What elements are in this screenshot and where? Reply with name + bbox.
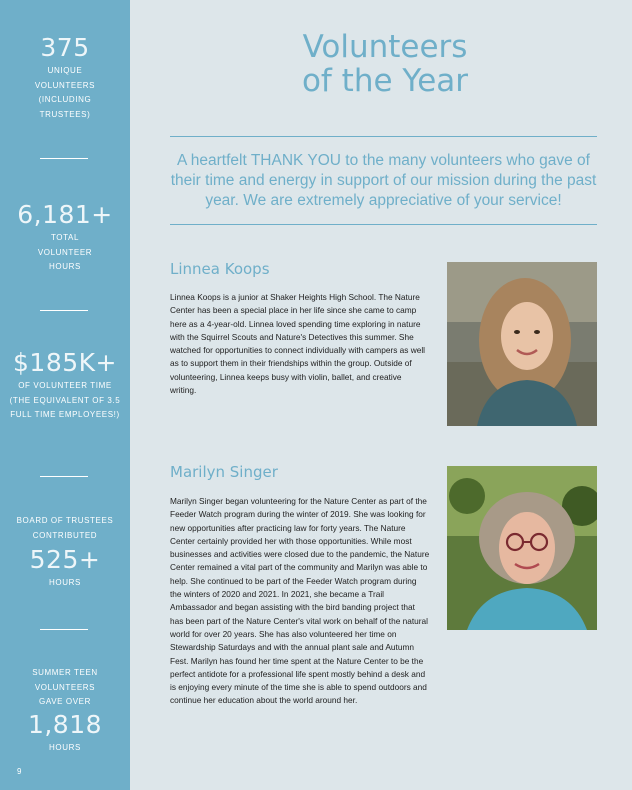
stat-label: UNIQUE VOLUNTEERS (INCLUDING TRUSTEES) bbox=[34, 66, 96, 119]
stat-number: 525+ bbox=[29, 545, 101, 574]
volunteer-name: Linnea Koops bbox=[170, 260, 270, 278]
portrait-photo-marilyn bbox=[447, 466, 597, 630]
divider bbox=[40, 158, 88, 159]
stat-total-hours bbox=[0, 200, 130, 275]
stat-label: OF VOLUNTEER TIME (THE EQUIVALENT OF 3.5 FULL TIME EMPLOYEES!) bbox=[9, 381, 121, 419]
volunteer-bio: Linnea Koops is a junior at Shaker Heights High School. The Nature Center has been a special place in her life since she came to camp here as a 4-year-old. Linnea loved spending time exploring in nature with the Squirrel Scouts and Nature's Detectives this summer. She watched for opportunities to connect individually with campers as well as to support them in their friendships within the group. Outside of volunteering, Linnea keeps busy with violin, ballet, and creative writing. bbox=[170, 292, 426, 396]
page-title bbox=[240, 30, 530, 98]
title-line: Volunteers bbox=[302, 29, 468, 65]
stat-number: 1,818 bbox=[27, 709, 103, 739]
volunteer-photo bbox=[447, 262, 597, 426]
stats-sidebar bbox=[0, 0, 130, 790]
divider bbox=[170, 136, 597, 137]
thank-you-message: A heartfelt THANK YOU to the many volunteers who gave of their time and energy in support of our mission during the past year. We are extremely appreciative of your service! bbox=[170, 152, 597, 209]
stat-label: TOTAL VOLUNTEER HOURS bbox=[37, 233, 93, 271]
volunteer-bio: Marilyn Singer began volunteering for the Nature Center as part of the Feeder Watch program during the winter of 2019. She was looking for new opportunities after practicing law for forty years. The Nature Center certainly provided her with those opportunities. While most businesses and activities were closed due to the pandemic, the Nature Center remained a vital part of the community and Marilyn was able to help. She continued to be part of the Feeder Watch program during the winters of 2020 and 2021. In 2021, she became a Trail Ambassador and began assisting with the bird banding project that has been part of the Nature Center's vital work on behalf of the natural world for over 20 years. She has also volunteered her time on Stewardship Saturdays and with the annual plant sale and Autumn Fest. Marilyn has found her time spent at the Nature Center to be the perfect antidote for a professional life spent mostly behind a desk and is enjoying every minute of the time she is able to spend outdoors and continue her education about the world around her. bbox=[170, 496, 430, 706]
stat-trustee-hours bbox=[0, 514, 130, 591]
divider bbox=[170, 224, 597, 225]
volunteer-name: Marilyn Singer bbox=[170, 463, 278, 481]
volunteer-photo bbox=[447, 466, 597, 630]
stat-volunteer-value bbox=[0, 348, 130, 423]
page-number: 9 bbox=[17, 767, 22, 776]
title-line: of the Year bbox=[301, 63, 469, 99]
stat-label: SUMMER TEEN VOLUNTEERS GAVE OVER bbox=[32, 668, 98, 706]
stat-number: 6,181+ bbox=[17, 200, 113, 229]
divider bbox=[40, 629, 88, 630]
divider bbox=[40, 476, 88, 477]
stat-label: HOURS bbox=[49, 742, 81, 752]
portrait-photo-linnea bbox=[447, 262, 597, 426]
divider bbox=[40, 310, 88, 311]
stat-unique-volunteers bbox=[0, 33, 130, 122]
stat-number: 375 bbox=[40, 33, 90, 62]
stat-teen-hours bbox=[0, 666, 130, 755]
stat-label: BOARD OF TRUSTEES CONTRIBUTED bbox=[16, 516, 114, 540]
stat-number: $185K+ bbox=[13, 348, 117, 377]
stat-label: HOURS bbox=[49, 578, 81, 587]
